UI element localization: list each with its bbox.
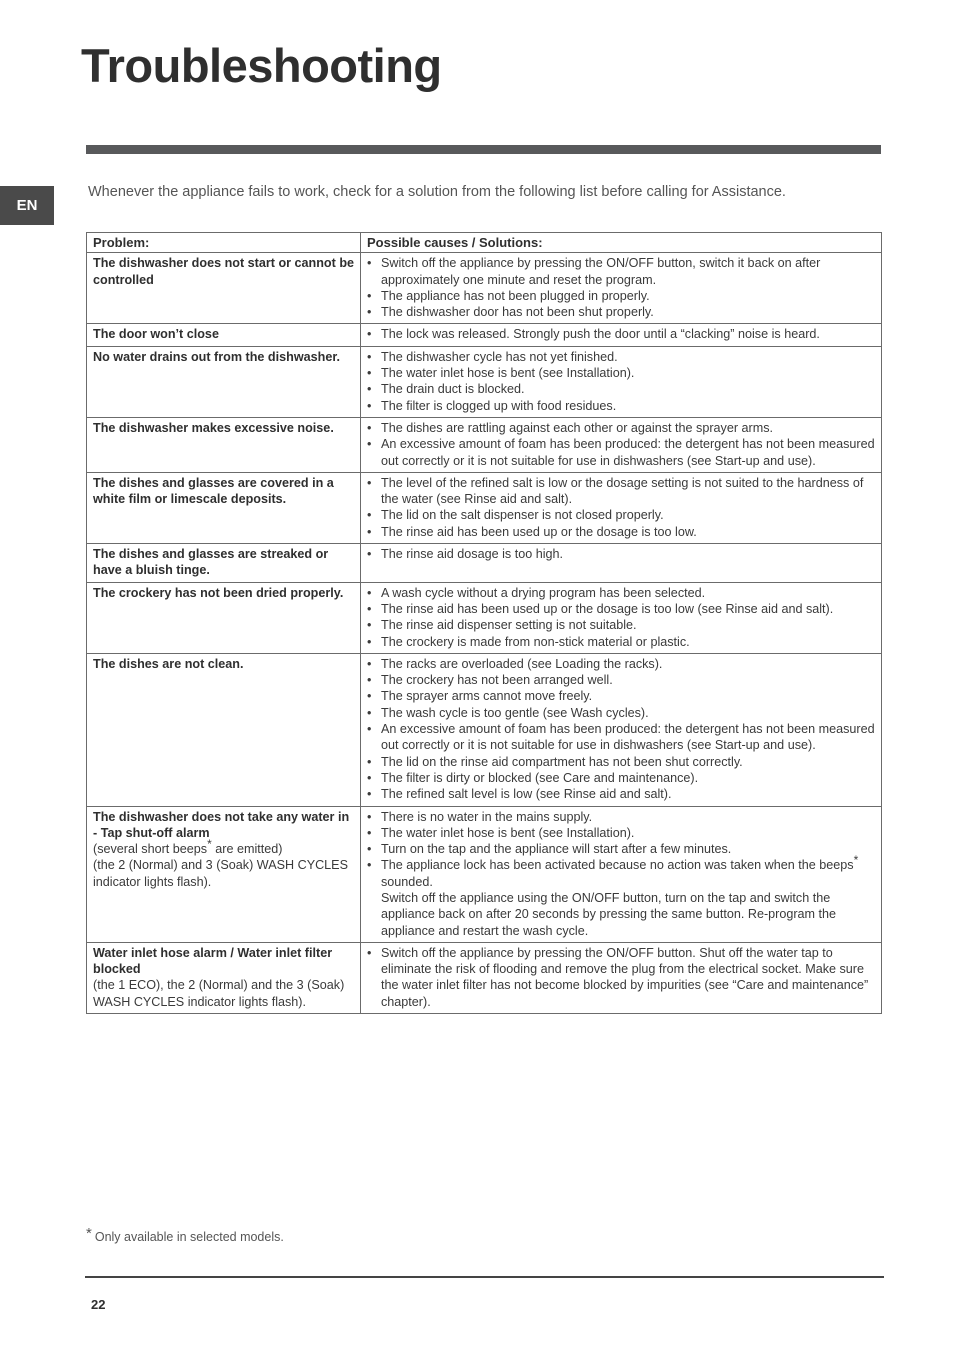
bullet-icon: • xyxy=(367,618,372,633)
problem-cell: The dishwasher does not start or cannot be controlled xyxy=(87,253,361,324)
bullet-icon: • xyxy=(367,634,372,649)
problem-cell: The dishes and glasses are covered in a white film or limescale deposits. xyxy=(87,472,361,543)
solutions-list xyxy=(367,326,875,342)
bullet-icon: • xyxy=(367,770,372,785)
solutions-cell xyxy=(361,806,882,942)
solution-item: • The dishwasher cycle has not yet finished. xyxy=(367,349,618,364)
bullet-icon: • xyxy=(367,288,372,303)
table-row xyxy=(87,346,882,417)
bullet-icon: • xyxy=(367,327,372,342)
bullet-icon: • xyxy=(367,601,372,616)
solutions-cell xyxy=(361,544,882,583)
problem-detail: (the 1 ECO), the 2 (Normal) and the 3 (Soak) WASH CYCLES indicator lights flash). xyxy=(93,978,345,1009)
solution-item: • The level of the refined salt is low or the dosage setting is not suited to the hardness of the water (see Rinse aid and salt). xyxy=(367,475,864,507)
solutions-list xyxy=(367,255,875,320)
solutions-cell xyxy=(361,653,882,806)
bullet-icon: • xyxy=(367,398,372,413)
solutions-cell xyxy=(361,253,882,324)
solutions-column-header: Possible causes / Solutions: xyxy=(361,233,882,253)
solution-item: • The rinse aid has been used up or the dosage is too low. xyxy=(367,524,697,539)
bullet-icon: • xyxy=(367,754,372,769)
page-title: Troubleshooting xyxy=(81,39,442,92)
bullet-icon: • xyxy=(367,382,372,397)
problem-cell: The dishes are not clean. xyxy=(87,653,361,806)
bullet-icon: • xyxy=(367,858,372,873)
problem-title: The dishwasher does not take any water in - Tap shut-off alarm xyxy=(93,809,350,840)
asterisk-icon: * xyxy=(207,837,212,852)
solution-item: • The dishes are rattling against each other or against the sprayer arms. xyxy=(367,420,774,435)
solutions-cell xyxy=(361,417,882,472)
bullet-icon: • xyxy=(367,705,372,720)
solution-item: • The filter is clogged up with food residues. xyxy=(367,398,617,413)
solution-item: • The lid on the rinse aid compartment has not been shut correctly. xyxy=(367,754,743,769)
solution-item: • The filter is dirty or blocked (see Care and maintenance). xyxy=(367,770,699,785)
solutions-list xyxy=(367,349,875,414)
bullet-icon: • xyxy=(367,585,372,600)
page-number: 22 xyxy=(91,1297,106,1312)
solutions-list xyxy=(367,475,875,540)
asterisk-icon: * xyxy=(853,853,859,868)
table-row xyxy=(87,653,882,806)
bullet-icon: • xyxy=(367,524,372,539)
problem-detail: (the 2 (Normal) and 3 (Soak) WASH CYCLES indicator lights flash). xyxy=(93,858,348,889)
footnote-text: Only available in selected models. xyxy=(94,1230,284,1244)
solutions-cell xyxy=(361,472,882,543)
header-divider xyxy=(86,145,881,154)
solution-item: • Switch off the appliance by pressing the ON/OFF button, switch it back on after approximately one minute and reset the program. xyxy=(367,256,821,287)
solutions-cell xyxy=(361,346,882,417)
bullet-icon: • xyxy=(367,689,372,704)
solutions-list xyxy=(367,546,875,562)
solution-item: • The water inlet hose is bent (see Installation). xyxy=(367,366,635,381)
solution-item: • The rinse aid dispenser setting is not suitable. xyxy=(367,618,637,633)
problem-cell: The door won’t close xyxy=(87,324,361,346)
bullet-icon: • xyxy=(367,366,372,381)
solutions-list xyxy=(367,809,875,939)
problem-cell xyxy=(87,942,361,1013)
problem-title: Water inlet hose alarm / Water inlet filter blocked xyxy=(93,945,333,977)
solution-item: • The crockery is made from non-stick material or plastic. xyxy=(367,634,690,649)
asterisk-icon: * xyxy=(86,1225,92,1242)
table-row xyxy=(87,544,882,583)
bullet-icon: • xyxy=(367,809,372,824)
bullet-icon: • xyxy=(367,547,372,562)
solution-item: • The appliance lock has been activated because no action was taken when the beeps* sounded. Switch off the appliance using the ON/OFF button, turn on the tap and switch the appliance back on after 20 seconds by pressing the same button. Re-program the appliance and restart the wash cycle. xyxy=(367,853,859,938)
solution-item: • The racks are overloaded (see Loading the racks). xyxy=(367,656,663,671)
problem-column-header: Problem: xyxy=(87,233,361,253)
solution-item: • The wash cycle is too gentle (see Wash cycles). xyxy=(367,705,649,720)
solution-item: • The rinse aid dosage is too high. xyxy=(367,547,564,562)
problem-cell xyxy=(87,806,361,942)
solution-item: • The refined salt level is low (see Rinse aid and salt). xyxy=(367,787,672,802)
bullet-icon: • xyxy=(367,842,372,857)
table-row xyxy=(87,806,882,942)
bullet-icon: • xyxy=(367,305,372,320)
solution-item: • An excessive amount of foam has been produced: the detergent has not been measured out correctly or it is not suitable for use in dishwashers (see Start-up and use). xyxy=(367,437,875,468)
table-row xyxy=(87,324,882,346)
bullet-icon: • xyxy=(367,475,372,490)
bullet-icon: • xyxy=(367,825,372,840)
table-row xyxy=(87,942,882,1013)
bullet-icon: • xyxy=(367,673,372,688)
bullet-icon: • xyxy=(367,787,372,802)
solutions-list xyxy=(367,585,875,650)
bullet-icon: • xyxy=(367,945,372,960)
problem-cell: No water drains out from the dishwasher. xyxy=(87,346,361,417)
solution-item: • The lid on the salt dispenser is not closed properly. xyxy=(367,508,664,523)
solution-item: • There is no water in the mains supply. xyxy=(367,809,593,824)
problem-cell: The dishes and glasses are streaked or have a bluish tinge. xyxy=(87,544,361,583)
problem-cell: The dishwasher makes excessive noise. xyxy=(87,417,361,472)
footnote xyxy=(86,1225,284,1245)
troubleshooting-table xyxy=(86,232,882,1014)
solution-item: • Switch off the appliance by pressing the ON/OFF button. Shut off the water tap to eliminate the risk of flooding and remove the plug from the electrical socket. Make sure the water inlet filter has not become blocked by impurities (see “Care and maintenance” chapter). xyxy=(367,945,869,1009)
solutions-cell xyxy=(361,942,882,1013)
solution-item: • The drain duct is blocked. xyxy=(367,382,525,397)
language-tab: EN xyxy=(0,186,54,225)
intro-text: Whenever the appliance fails to work, check for a solution from the following list before calling for Assistance. xyxy=(88,184,786,200)
problem-cell: The crockery has not been dried properly. xyxy=(87,582,361,653)
solutions-cell xyxy=(361,582,882,653)
table-row xyxy=(87,253,882,324)
solution-item: • The rinse aid has been used up or the dosage is too low (see Rinse aid and salt). xyxy=(367,601,834,616)
solutions-list xyxy=(367,656,875,803)
solution-item: • An excessive amount of foam has been produced: the detergent has not been measured out correctly or it is not suitable for use in dishwashers (see Start-up and use). xyxy=(367,722,875,753)
bullet-icon: • xyxy=(367,349,372,364)
problem-detail: (several short beeps* are emitted) xyxy=(93,837,283,857)
table-row xyxy=(87,582,882,653)
solution-item: • The appliance has not been plugged in properly. xyxy=(367,288,650,303)
solutions-cell xyxy=(361,324,882,346)
solution-item: • The water inlet hose is bent (see Installation). xyxy=(367,825,635,840)
bullet-icon: • xyxy=(367,437,372,452)
solutions-list xyxy=(367,420,875,469)
solution-item: • The crockery has not been arranged well. xyxy=(367,673,613,688)
solution-item: • The sprayer arms cannot move freely. xyxy=(367,689,593,704)
bullet-icon: • xyxy=(367,656,372,671)
table-row xyxy=(87,417,882,472)
solution-item: • The lock was released. Strongly push the door until a “clacking” noise is heard. xyxy=(367,327,820,342)
bullet-icon: • xyxy=(367,420,372,435)
bullet-icon: • xyxy=(367,508,372,523)
footer-divider xyxy=(85,1276,884,1278)
solution-item: • A wash cycle without a drying program has been selected. xyxy=(367,585,706,600)
solutions-list xyxy=(367,945,875,1010)
solution-item: • The dishwasher door has not been shut properly. xyxy=(367,305,654,320)
solution-item: • Turn on the tap and the appliance will start after a few minutes. xyxy=(367,842,732,857)
bullet-icon: • xyxy=(367,256,372,271)
table-header-row xyxy=(87,233,882,253)
table-row xyxy=(87,472,882,543)
bullet-icon: • xyxy=(367,722,372,737)
